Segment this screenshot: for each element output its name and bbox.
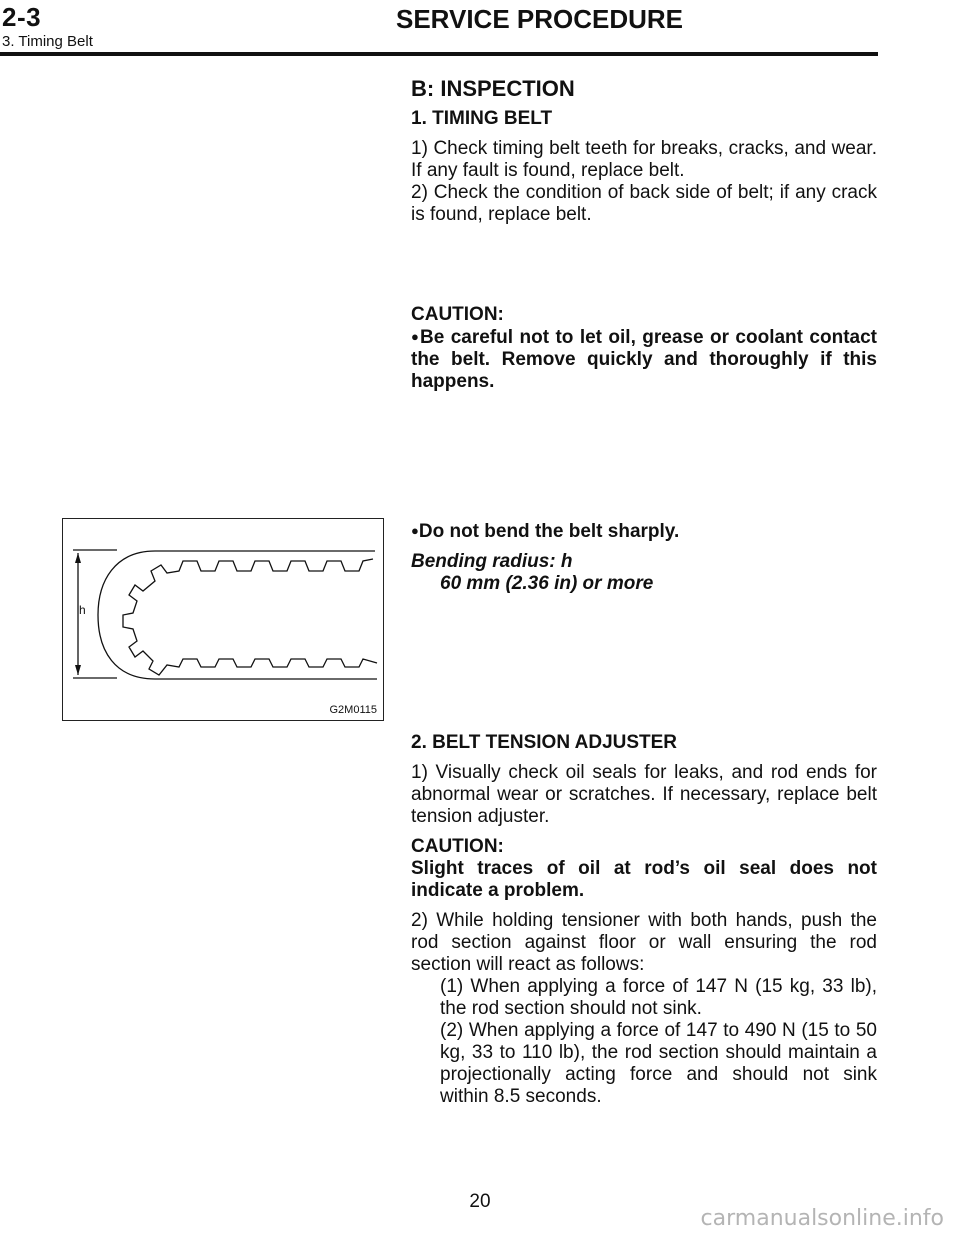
timing-belt-caution	[411, 304, 877, 393]
header-rule	[0, 52, 878, 56]
belt-bend-diagram	[63, 519, 383, 720]
dimension-h-label: h	[79, 603, 86, 617]
timing-belt-heading: 1. TIMING BELT	[411, 108, 553, 129]
tension-adjuster-heading: 2. BELT TENSION ADJUSTER	[411, 732, 678, 753]
tension-step-2: 2) While holding tensioner with both hands, push the rod section against floor or wall ensuring the rod section will react as follows:	[411, 910, 877, 975]
timing-belt-step-2: 2) Check the condition of back side of belt; if any crack is found, replace belt.	[411, 182, 877, 225]
bullet-icon: ●	[411, 523, 419, 538]
figure-code: G2M0115	[329, 704, 377, 716]
bending-radius-label: Bending radius: h	[411, 551, 573, 572]
tension-substep-2: (2) When applying a force of 147 to 490 N (15 to 50 kg, 33 to 110 lb), the rod section should maintain a projectionally acting force and should not sink within 8.5 seconds.	[440, 1020, 877, 1107]
watermark: carmanualsonline.info	[700, 1206, 944, 1231]
section-subtitle: 3. Timing Belt	[2, 33, 93, 50]
tension-adjuster-section	[411, 732, 877, 1108]
tension-caution-text: Slight traces of oil at rod’s oil seal does not indicate a problem.	[411, 858, 877, 901]
bullet-icon: ●	[411, 329, 421, 344]
tension-step-1: 1) Visually check oil seals for leaks, and rod ends for abnormal wear or scratches. If necessary, replace belt tension adjuster.	[411, 762, 877, 827]
section-heading: B: INSPECTION	[411, 76, 575, 101]
section-number: 2-3	[2, 2, 42, 32]
belt-bend-figure	[62, 518, 384, 721]
page-number: 20	[469, 1191, 491, 1212]
bending-radius-value: 60 mm (2.36 in) or more	[440, 573, 654, 594]
section-title: SERVICE PROCEDURE	[396, 4, 684, 34]
timing-belt-intro	[411, 78, 877, 226]
caution-label: CAUTION:	[411, 304, 504, 325]
tension-caution-label: CAUTION:	[411, 836, 504, 857]
tension-substep-1: (1) When applying a force of 147 N (15 kg, 33 lb), the rod section should not sink.	[440, 976, 877, 1019]
bend-warning: Do not bend the belt sharply.	[418, 521, 680, 542]
bending-spec	[411, 520, 877, 595]
caution-text: Be careful not to let oil, grease or coolant contact the belt. Remove quickly and thoroughly if this happens.	[411, 327, 877, 392]
timing-belt-step-1: 1) Check timing belt teeth for breaks, cracks, and wear. If any fault is found, replace belt.	[411, 138, 877, 181]
